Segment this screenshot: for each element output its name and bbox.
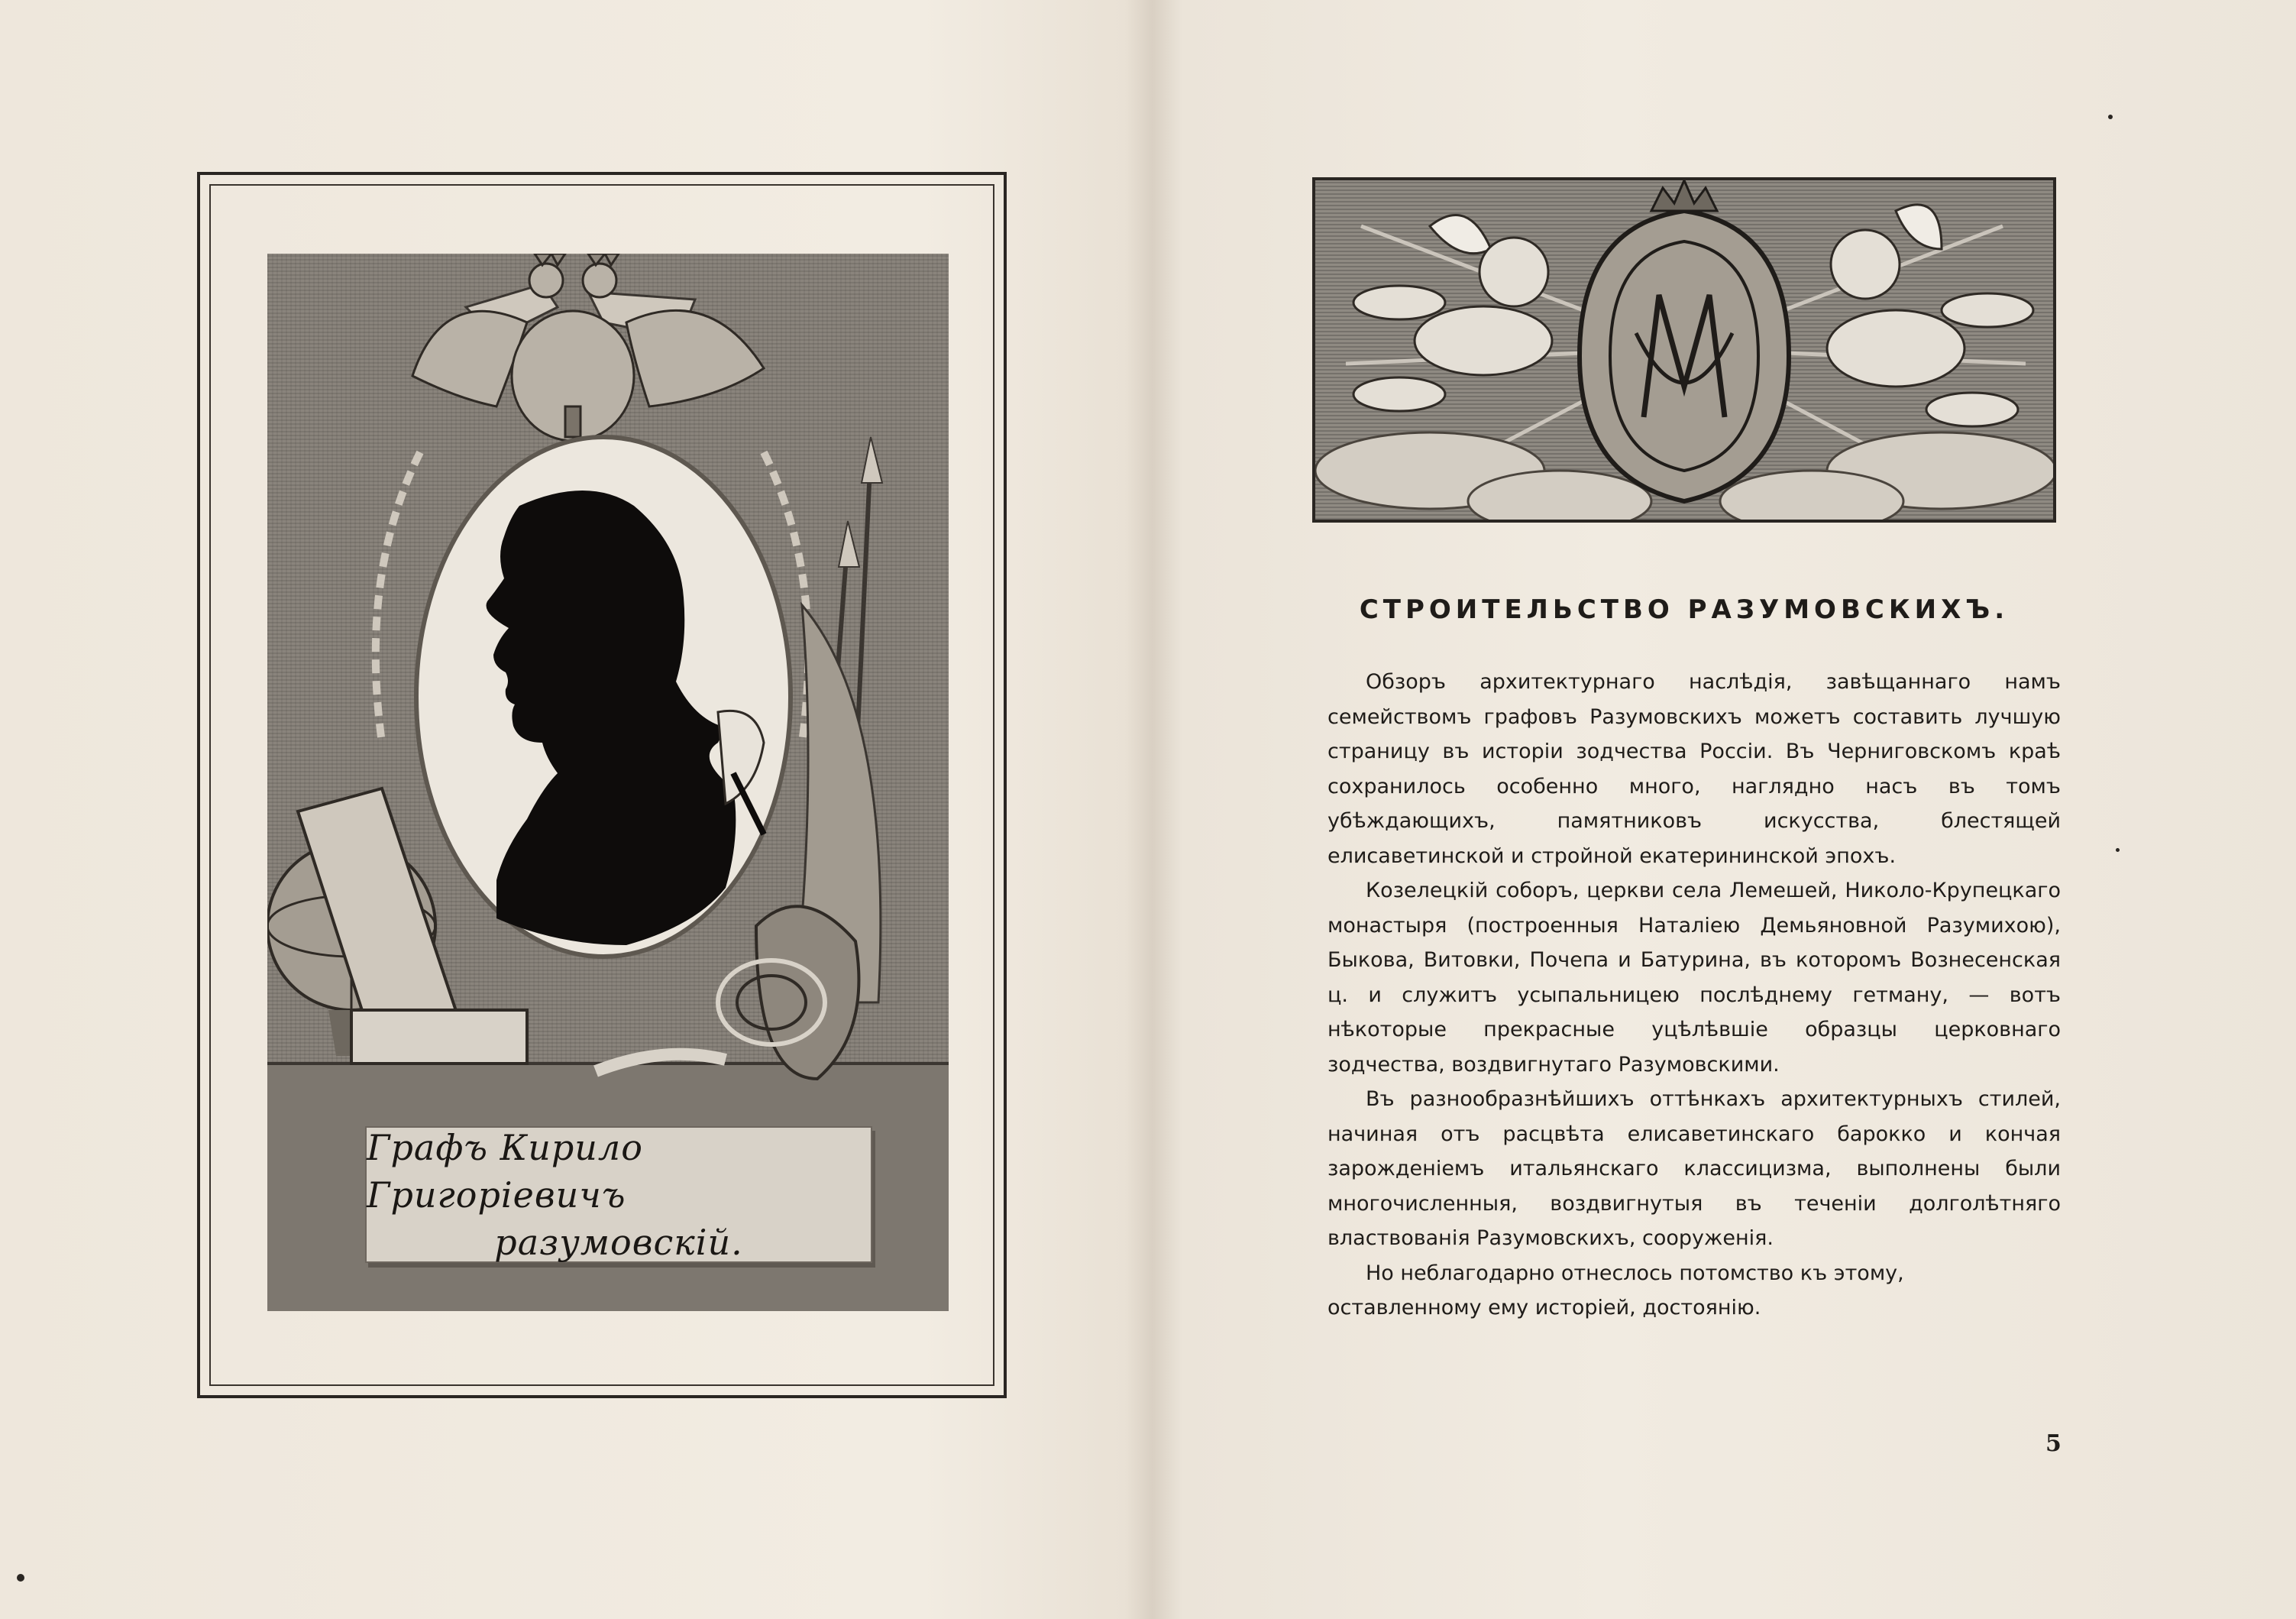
left-page (0, 0, 1146, 1619)
knight-helmet (718, 906, 859, 1079)
caption-plaque (365, 1126, 872, 1263)
chapter-title: СТРОИТЕЛЬСТВО РАЗУМОВСКИХЪ. (1359, 594, 2010, 625)
decorative-headpiece (1312, 177, 2056, 523)
double-headed-eagle (412, 254, 764, 441)
portrait-engraving (267, 254, 949, 1311)
paragraph: Обзоръ архитектурнаго наслѣдія, завѣщаннаго намъ семействомъ графовъ Разумовскихъ можетъ составить лучшую страницу въ исторіи зодчества Россіи. Въ Черниговскомъ краѣ сохранилось особенно много, наглядно насъ въ томъ убѣждающихъ, памятниковъ искусства, блестящей елисаветинской и стройной екатерининской эпохъ. (1327, 670, 2061, 868)
crown (1651, 180, 1717, 211)
caption-line-2: разумовскiй. (494, 1221, 743, 1263)
paragraph: Въ разнообразнѣйшихъ оттѣнкахъ архитектурныхъ стилей, начиная отъ расцвѣта елисаветинскаго барокко и кончая зарожденіемъ итальянскаго классицизма, выполнены были многочисленныя, воздвигнутыя въ теченіи долголѣтняго властвованія Разумовскихъ, сооруженія. (1327, 1087, 2061, 1250)
caption-line-1: Графъ Кирило Григорiевичъ (367, 1126, 643, 1216)
headpiece-illustration (1315, 180, 2053, 520)
right-page (1146, 0, 2296, 1619)
cherub-left (1353, 215, 1552, 411)
paper-speck (17, 1574, 24, 1582)
closed-book (351, 1010, 527, 1064)
paper-speck (2116, 848, 2120, 852)
body-text (1327, 665, 2061, 1326)
cartouche-monogram (1580, 180, 1789, 501)
paragraph: Но неблагодарно отнеслось потомство къ этому, оставленному ему исторіей, достоянію. (1327, 1261, 1904, 1319)
paper-speck (2108, 115, 2113, 119)
paragraph: Козелецкій соборъ, церкви села Лемешей, Николо-Крупецкаго монастыря (построенныя Наталіею Демьяновной Разумихою), Быкова, Витовки, Почепа и Батурина, въ которомъ Вознесенская ц. и служитъ усыпальницею послѣднему гетману, — вотъ нѣкоторые прекрасные уцѣлѣвшіе образцы церковнаго зодчества, воздвигнутаго Разумовскими. (1327, 879, 2061, 1077)
page-number: 5 (2045, 1430, 2062, 1457)
cherub-right (1827, 205, 2033, 426)
